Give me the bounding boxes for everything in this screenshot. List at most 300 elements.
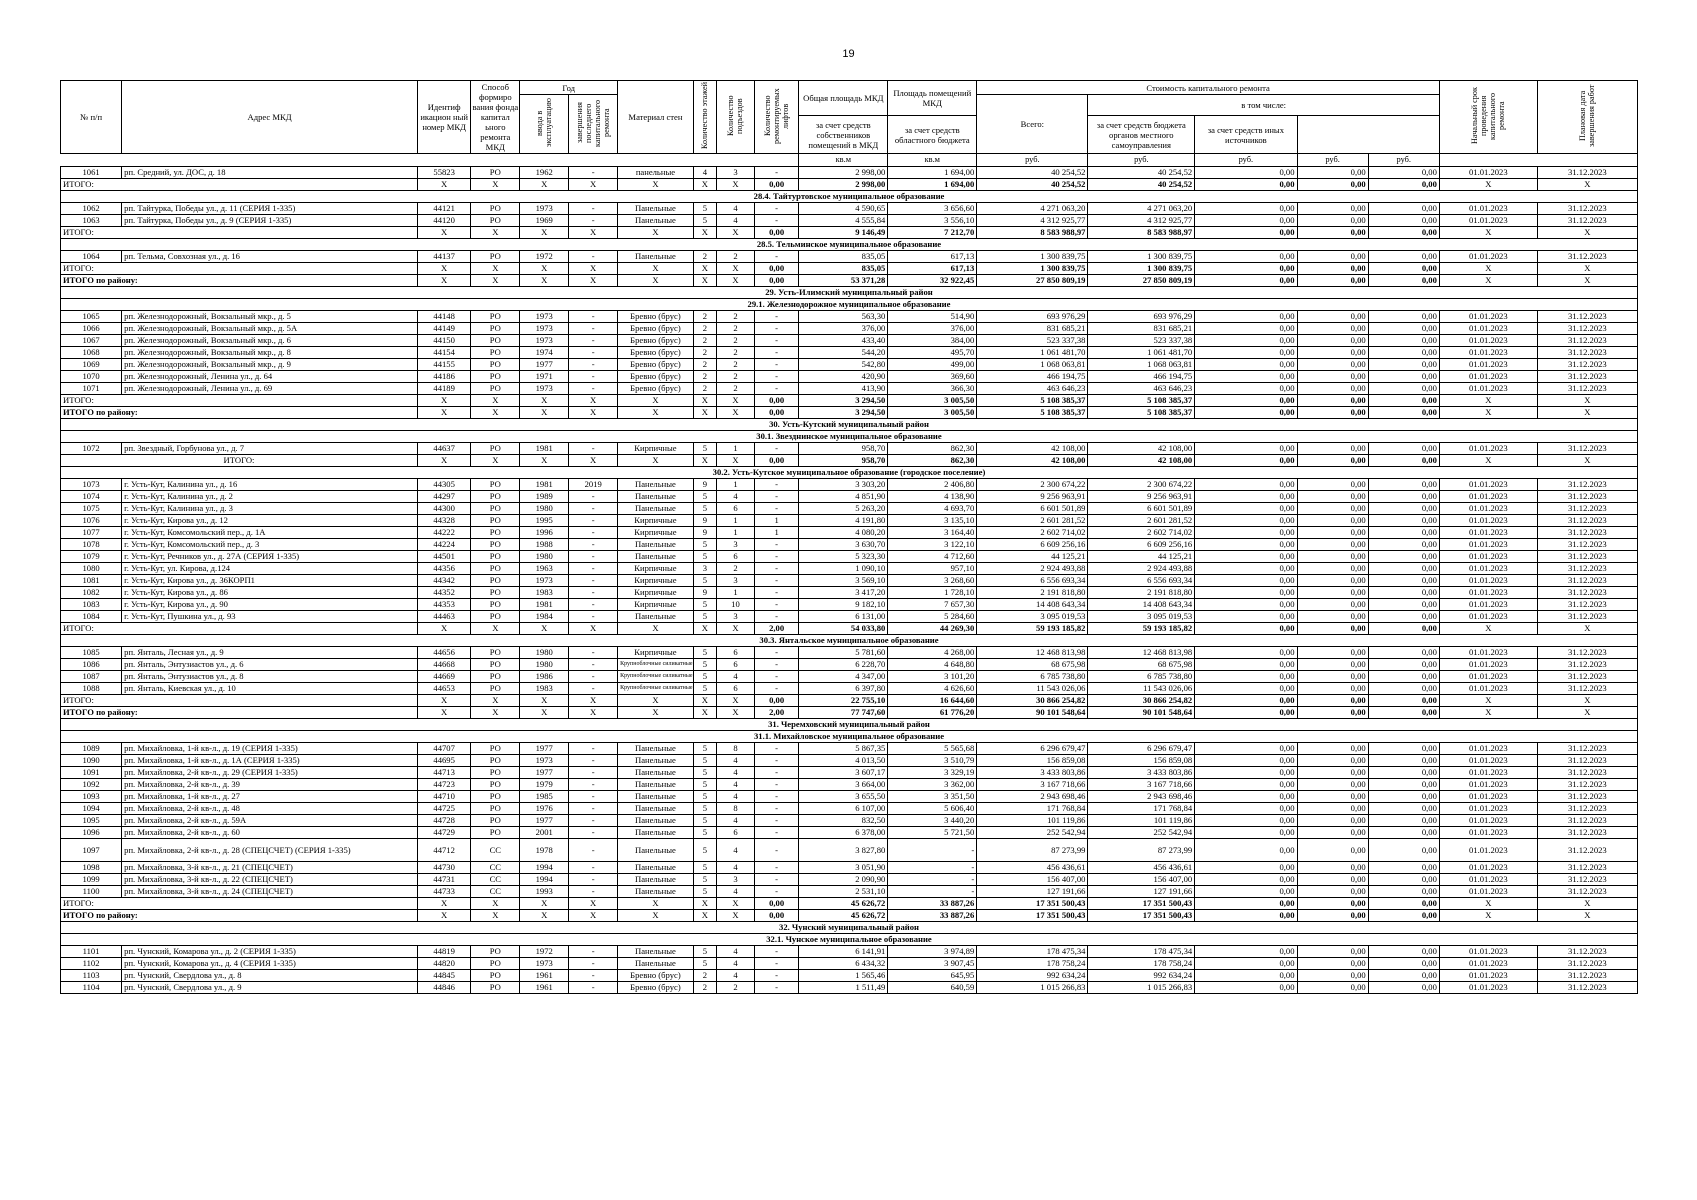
total-year-last-repair: X bbox=[569, 707, 618, 719]
cell-regional-budget: 0,00 bbox=[1195, 779, 1297, 791]
cell-start-date: 01.01.2023 bbox=[1439, 371, 1537, 383]
cell-other-sources: 0,00 bbox=[1368, 503, 1439, 515]
table-row bbox=[61, 503, 1638, 515]
total-local-budget: 0,00 bbox=[1297, 395, 1368, 407]
total-fund-method: X bbox=[471, 623, 520, 635]
cell-wall-material: Панельные bbox=[618, 862, 694, 874]
cell-year-commissioning: 1977 bbox=[520, 767, 569, 779]
total-start-date: X bbox=[1439, 695, 1537, 707]
cell-row-number: 1083 bbox=[61, 599, 122, 611]
cell-entrances: 6 bbox=[717, 683, 755, 695]
total-row bbox=[61, 623, 1638, 635]
cell-fund-method: РО bbox=[471, 958, 520, 970]
cell-year-last-repair: - bbox=[569, 671, 618, 683]
cell-regional-budget: 0,00 bbox=[1195, 515, 1297, 527]
cell-year-commissioning: 1986 bbox=[520, 671, 569, 683]
cell-year-commissioning: 1983 bbox=[520, 683, 569, 695]
cell-cost-total: 171 768,84 bbox=[977, 803, 1088, 815]
cell-end-date: 31.12.2023 bbox=[1537, 886, 1637, 898]
cell-wall-material: Панельные bbox=[618, 479, 694, 491]
total-floors: X bbox=[693, 275, 716, 287]
total-wall-material: X bbox=[618, 275, 694, 287]
total-wall-material: X bbox=[618, 179, 694, 191]
cell-cost-total: 68 675,98 bbox=[977, 659, 1088, 671]
cell-other-sources: 0,00 bbox=[1368, 575, 1439, 587]
cell-year-commissioning: 1993 bbox=[520, 886, 569, 898]
cell-fund-method: РО bbox=[471, 215, 520, 227]
cell-year-commissioning: 1995 bbox=[520, 515, 569, 527]
cell-fund-method: РО bbox=[471, 647, 520, 659]
cell-year-commissioning: 1984 bbox=[520, 611, 569, 623]
cell-end-date: 31.12.2023 bbox=[1537, 767, 1637, 779]
cell-year-last-repair: - bbox=[569, 203, 618, 215]
cell-total-area: 832,50 bbox=[799, 815, 888, 827]
units-row bbox=[61, 154, 1638, 167]
table-row bbox=[61, 167, 1638, 179]
cell-total-area: 4 347,00 bbox=[799, 671, 888, 683]
total-premises-area: 7 212,70 bbox=[888, 227, 977, 239]
cell-owners-funds: 40 254,52 bbox=[1088, 167, 1195, 179]
cell-wall-material: Панельные bbox=[618, 767, 694, 779]
cell-house-id: 55823 bbox=[417, 167, 470, 179]
cell-year-last-repair: - bbox=[569, 791, 618, 803]
cell-floors: 3 bbox=[693, 563, 716, 575]
cell-lifts: - bbox=[754, 647, 798, 659]
cell-owners-funds: 171 768,84 bbox=[1088, 803, 1195, 815]
total-row bbox=[61, 263, 1638, 275]
cell-owners-funds: 44 125,21 bbox=[1088, 551, 1195, 563]
total-local-budget: 0,00 bbox=[1297, 898, 1368, 910]
total-start-date: X bbox=[1439, 227, 1537, 239]
cell-start-date: 01.01.2023 bbox=[1439, 970, 1537, 982]
cell-fund-method: РО bbox=[471, 803, 520, 815]
cell-row-number: 1101 bbox=[61, 946, 122, 958]
total-year-commissioning: X bbox=[520, 179, 569, 191]
cell-row-number: 1104 bbox=[61, 982, 122, 994]
cell-year-last-repair: 2019 bbox=[569, 479, 618, 491]
cell-house-id: 44731 bbox=[417, 874, 470, 886]
cell-other-sources: 0,00 bbox=[1368, 599, 1439, 611]
cell-lifts: - bbox=[754, 611, 798, 623]
cell-year-last-repair: - bbox=[569, 874, 618, 886]
cell-year-commissioning: 1988 bbox=[520, 539, 569, 551]
total-local-budget: 0,00 bbox=[1297, 910, 1368, 922]
cell-other-sources: 0,00 bbox=[1368, 958, 1439, 970]
cell-entrances: 10 bbox=[717, 599, 755, 611]
total-entrances: X bbox=[717, 395, 755, 407]
cell-address: рп. Янталь, Энтузиастов ул., д. 6 bbox=[122, 659, 418, 671]
total-label: ИТОГО по району: bbox=[61, 407, 418, 419]
total-entrances: X bbox=[717, 179, 755, 191]
total-start-date: X bbox=[1439, 263, 1537, 275]
cell-floors: 2 bbox=[693, 970, 716, 982]
cell-end-date: 31.12.2023 bbox=[1537, 491, 1637, 503]
cell-total-area: 5 867,35 bbox=[799, 743, 888, 755]
total-owners-funds: 40 254,52 bbox=[1088, 179, 1195, 191]
cell-floors: 5 bbox=[693, 886, 716, 898]
district-total-row bbox=[61, 407, 1638, 419]
total-cost-total: 42 108,00 bbox=[977, 455, 1088, 467]
total-year-commissioning: X bbox=[520, 623, 569, 635]
total-regional-budget: 0,00 bbox=[1195, 910, 1297, 922]
cell-start-date: 01.01.2023 bbox=[1439, 874, 1537, 886]
cell-owners-funds: 6 601 501,89 bbox=[1088, 503, 1195, 515]
total-house-id: X bbox=[417, 179, 470, 191]
cell-cost-total: 4 271 063,20 bbox=[977, 203, 1088, 215]
total-wall-material: X bbox=[618, 623, 694, 635]
cell-year-commissioning: 1974 bbox=[520, 347, 569, 359]
cell-regional-budget: 0,00 bbox=[1195, 323, 1297, 335]
cell-wall-material: Панельные bbox=[618, 215, 694, 227]
total-label: ИТОГО: bbox=[61, 179, 418, 191]
total-owners-funds: 27 850 809,19 bbox=[1088, 275, 1195, 287]
cell-regional-budget: 0,00 bbox=[1195, 479, 1297, 491]
total-total-area: 958,70 bbox=[799, 455, 888, 467]
cell-wall-material: Панельные bbox=[618, 539, 694, 551]
cell-year-commissioning: 1973 bbox=[520, 335, 569, 347]
cell-premises-area: 4 693,70 bbox=[888, 503, 977, 515]
cell-year-commissioning: 1985 bbox=[520, 791, 569, 803]
cell-wall-material: Панельные bbox=[618, 551, 694, 563]
cell-year-commissioning: 1973 bbox=[520, 958, 569, 970]
cell-cost-total: 1 061 481,70 bbox=[977, 347, 1088, 359]
cell-floors: 5 bbox=[693, 958, 716, 970]
cell-row-number: 1091 bbox=[61, 767, 122, 779]
total-lifts: 0,00 bbox=[754, 407, 798, 419]
section-header-row bbox=[61, 287, 1638, 299]
cell-row-number: 1084 bbox=[61, 611, 122, 623]
cell-start-date: 01.01.2023 bbox=[1439, 647, 1537, 659]
total-year-commissioning: X bbox=[520, 455, 569, 467]
cell-total-area: 376,00 bbox=[799, 323, 888, 335]
cell-wall-material: Панельные bbox=[618, 203, 694, 215]
table-row bbox=[61, 791, 1638, 803]
total-lifts: 2,00 bbox=[754, 707, 798, 719]
cell-address: г. Усть-Кут, Кирова ул., д. 86 bbox=[122, 587, 418, 599]
cell-fund-method: СС bbox=[471, 862, 520, 874]
cell-wall-material: Крупноблочные силикатные bbox=[618, 683, 694, 695]
cell-wall-material: Панельные bbox=[618, 491, 694, 503]
cell-lifts: - bbox=[754, 479, 798, 491]
col-including: в том числе: bbox=[1088, 95, 1439, 116]
cell-regional-budget: 0,00 bbox=[1195, 563, 1297, 575]
total-owners-funds: 1 300 839,75 bbox=[1088, 263, 1195, 275]
section-title: 29. Усть-Илимский муниципальный район bbox=[61, 287, 1638, 299]
total-owners-funds: 90 101 548,64 bbox=[1088, 707, 1195, 719]
cell-regional-budget: 0,00 bbox=[1195, 359, 1297, 371]
cell-other-sources: 0,00 bbox=[1368, 743, 1439, 755]
cell-premises-area: 1 694,00 bbox=[888, 167, 977, 179]
cell-house-id: 44356 bbox=[417, 563, 470, 575]
table-row bbox=[61, 563, 1638, 575]
cell-regional-budget: 0,00 bbox=[1195, 311, 1297, 323]
total-house-id: X bbox=[417, 707, 470, 719]
cell-floors: 5 bbox=[693, 827, 716, 839]
cell-local-budget: 0,00 bbox=[1297, 527, 1368, 539]
cell-total-area: 4 080,20 bbox=[799, 527, 888, 539]
cell-house-id: 44501 bbox=[417, 551, 470, 563]
cell-owners-funds: 523 337,38 bbox=[1088, 335, 1195, 347]
cell-house-id: 44121 bbox=[417, 203, 470, 215]
cell-year-last-repair: - bbox=[569, 779, 618, 791]
cell-total-area: 6 434,32 bbox=[799, 958, 888, 970]
page-number: 19 bbox=[842, 48, 855, 60]
cell-year-commissioning: 1969 bbox=[520, 215, 569, 227]
cell-year-commissioning: 1980 bbox=[520, 659, 569, 671]
cell-other-sources: 0,00 bbox=[1368, 767, 1439, 779]
cell-row-number: 1061 bbox=[61, 167, 122, 179]
cell-start-date: 01.01.2023 bbox=[1439, 791, 1537, 803]
cell-row-number: 1075 bbox=[61, 503, 122, 515]
cell-regional-budget: 0,00 bbox=[1195, 551, 1297, 563]
cell-cost-total: 40 254,52 bbox=[977, 167, 1088, 179]
cell-house-id: 44149 bbox=[417, 323, 470, 335]
cell-total-area: 4 013,50 bbox=[799, 755, 888, 767]
cell-wall-material: Панельные bbox=[618, 886, 694, 898]
cell-house-id: 44695 bbox=[417, 755, 470, 767]
total-premises-area: 1 694,00 bbox=[888, 179, 977, 191]
cell-regional-budget: 0,00 bbox=[1195, 839, 1297, 862]
cell-total-area: 835,05 bbox=[799, 251, 888, 263]
cell-other-sources: 0,00 bbox=[1368, 647, 1439, 659]
total-other-sources: 0,00 bbox=[1368, 263, 1439, 275]
cell-owners-funds: 6 785 738,80 bbox=[1088, 671, 1195, 683]
cell-entrances: 3 bbox=[717, 539, 755, 551]
cell-house-id: 44463 bbox=[417, 611, 470, 623]
cell-cost-total: 156 407,00 bbox=[977, 874, 1088, 886]
unit-rub-local: руб. bbox=[1297, 154, 1368, 167]
cell-cost-total: 12 468 813,98 bbox=[977, 647, 1088, 659]
cell-end-date: 31.12.2023 bbox=[1537, 970, 1637, 982]
cell-end-date: 31.12.2023 bbox=[1537, 215, 1637, 227]
cell-row-number: 1071 bbox=[61, 383, 122, 395]
cell-year-commissioning: 1961 bbox=[520, 982, 569, 994]
cell-floors: 2 bbox=[693, 347, 716, 359]
total-entrances: X bbox=[717, 707, 755, 719]
cell-local-budget: 0,00 bbox=[1297, 839, 1368, 862]
cell-entrances: 2 bbox=[717, 383, 755, 395]
total-total-area: 77 747,60 bbox=[799, 707, 888, 719]
cell-fund-method: РО bbox=[471, 251, 520, 263]
cell-start-date: 01.01.2023 bbox=[1439, 659, 1537, 671]
cell-owners-funds: 14 408 643,34 bbox=[1088, 599, 1195, 611]
cell-row-number: 1067 bbox=[61, 335, 122, 347]
total-wall-material: X bbox=[618, 910, 694, 922]
cell-start-date: 01.01.2023 bbox=[1439, 203, 1537, 215]
cell-start-date: 01.01.2023 bbox=[1439, 982, 1537, 994]
cell-end-date: 31.12.2023 bbox=[1537, 803, 1637, 815]
table-row bbox=[61, 803, 1638, 815]
cell-owners-funds: 1 061 481,70 bbox=[1088, 347, 1195, 359]
total-wall-material: X bbox=[618, 455, 694, 467]
cell-row-number: 1086 bbox=[61, 659, 122, 671]
cell-year-commissioning: 1981 bbox=[520, 443, 569, 455]
total-entrances: X bbox=[717, 263, 755, 275]
cell-end-date: 31.12.2023 bbox=[1537, 563, 1637, 575]
district-total-row bbox=[61, 275, 1638, 287]
cell-owners-funds: 466 194,75 bbox=[1088, 371, 1195, 383]
district-total-row bbox=[61, 707, 1638, 719]
total-end-date: X bbox=[1537, 227, 1637, 239]
cell-lifts: - bbox=[754, 970, 798, 982]
cell-floors: 9 bbox=[693, 479, 716, 491]
section-title: 32.1. Чунское муниципальное образование bbox=[61, 934, 1638, 946]
cell-row-number: 1097 bbox=[61, 839, 122, 862]
cell-lifts: - bbox=[754, 563, 798, 575]
cell-floors: 5 bbox=[693, 551, 716, 563]
cell-owners-funds: 693 976,29 bbox=[1088, 311, 1195, 323]
col-id: Идентиф икацион ный номер МКД bbox=[417, 81, 470, 154]
cell-entrances: 2 bbox=[717, 347, 755, 359]
cell-cost-total: 252 542,94 bbox=[977, 827, 1088, 839]
col-year-last-repair: завершения последнего капитального ремонта bbox=[569, 95, 618, 154]
cell-lifts: - bbox=[754, 251, 798, 263]
total-owners-funds: 5 108 385,37 bbox=[1088, 395, 1195, 407]
cell-entrances: 2 bbox=[717, 335, 755, 347]
cell-regional-budget: 0,00 bbox=[1195, 347, 1297, 359]
cell-fund-method: РО bbox=[471, 779, 520, 791]
cell-address: рп. Железнодорожный, Вокзальный мкр., д. 5 bbox=[122, 311, 418, 323]
cell-floors: 5 bbox=[693, 779, 716, 791]
cell-wall-material: Кирпичные bbox=[618, 527, 694, 539]
cell-other-sources: 0,00 bbox=[1368, 611, 1439, 623]
total-row bbox=[61, 179, 1638, 191]
cell-year-last-repair: - bbox=[569, 527, 618, 539]
cell-house-id: 44155 bbox=[417, 359, 470, 371]
total-end-date: X bbox=[1537, 695, 1637, 707]
cell-fund-method: РО bbox=[471, 479, 520, 491]
cell-house-id: 44154 bbox=[417, 347, 470, 359]
total-label: ИТОГО: bbox=[61, 898, 418, 910]
table-row bbox=[61, 970, 1638, 982]
total-other-sources: 0,00 bbox=[1368, 695, 1439, 707]
cell-entrances: 4 bbox=[717, 767, 755, 779]
cell-local-budget: 0,00 bbox=[1297, 647, 1368, 659]
total-wall-material: X bbox=[618, 263, 694, 275]
cell-entrances: 6 bbox=[717, 827, 755, 839]
cell-wall-material: Бревно (брус) bbox=[618, 311, 694, 323]
total-fund-method: X bbox=[471, 275, 520, 287]
total-total-area: 3 294,50 bbox=[799, 395, 888, 407]
cell-year-last-repair: - bbox=[569, 443, 618, 455]
table-row bbox=[61, 815, 1638, 827]
cell-premises-area: 5 606,40 bbox=[888, 803, 977, 815]
table-row bbox=[61, 251, 1638, 263]
cell-regional-budget: 0,00 bbox=[1195, 803, 1297, 815]
cell-fund-method: РО bbox=[471, 659, 520, 671]
cell-entrances: 1 bbox=[717, 479, 755, 491]
cell-row-number: 1099 bbox=[61, 874, 122, 886]
total-regional-budget: 0,00 bbox=[1195, 623, 1297, 635]
total-regional-budget: 0,00 bbox=[1195, 407, 1297, 419]
cell-local-budget: 0,00 bbox=[1297, 563, 1368, 575]
cell-wall-material: Панельные bbox=[618, 827, 694, 839]
cell-entrances: 8 bbox=[717, 743, 755, 755]
cell-floors: 2 bbox=[693, 311, 716, 323]
cell-cost-total: 2 924 493,88 bbox=[977, 563, 1088, 575]
cell-year-last-repair: - bbox=[569, 982, 618, 994]
total-premises-area: 862,30 bbox=[888, 455, 977, 467]
cell-premises-area: 4 138,90 bbox=[888, 491, 977, 503]
cell-address: рп. Чунский, Свердлова ул., д. 8 bbox=[122, 970, 418, 982]
total-start-date: X bbox=[1439, 910, 1537, 922]
cell-end-date: 31.12.2023 bbox=[1537, 575, 1637, 587]
cell-house-id: 44730 bbox=[417, 862, 470, 874]
cell-local-budget: 0,00 bbox=[1297, 575, 1368, 587]
cell-regional-budget: 0,00 bbox=[1195, 862, 1297, 874]
cell-owners-funds: 4 312 925,77 bbox=[1088, 215, 1195, 227]
cell-owners-funds: 3 095 019,53 bbox=[1088, 611, 1195, 623]
cell-wall-material: Бревно (брус) bbox=[618, 335, 694, 347]
cell-entrances: 4 bbox=[717, 203, 755, 215]
total-floors: X bbox=[693, 707, 716, 719]
cell-floors: 2 bbox=[693, 251, 716, 263]
cell-start-date: 01.01.2023 bbox=[1439, 215, 1537, 227]
total-lifts: 0,00 bbox=[754, 263, 798, 275]
total-wall-material: X bbox=[618, 898, 694, 910]
total-regional-budget: 0,00 bbox=[1195, 695, 1297, 707]
cell-local-budget: 0,00 bbox=[1297, 862, 1368, 874]
cell-cost-total: 3 095 019,53 bbox=[977, 611, 1088, 623]
cell-house-id: 44656 bbox=[417, 647, 470, 659]
cell-local-budget: 0,00 bbox=[1297, 611, 1368, 623]
cell-year-last-repair: - bbox=[569, 491, 618, 503]
cell-fund-method: СС bbox=[471, 839, 520, 862]
total-year-commissioning: X bbox=[520, 407, 569, 419]
total-local-budget: 0,00 bbox=[1297, 455, 1368, 467]
cell-lifts: - bbox=[754, 958, 798, 970]
cell-year-last-repair: - bbox=[569, 659, 618, 671]
cell-fund-method: РО bbox=[471, 767, 520, 779]
cell-year-last-repair: - bbox=[569, 647, 618, 659]
cell-owners-funds: 3 167 718,66 bbox=[1088, 779, 1195, 791]
cell-owners-funds: 2 602 714,02 bbox=[1088, 527, 1195, 539]
col-entrances: Количество подъездов bbox=[717, 81, 755, 154]
col-address: Адрес МКД bbox=[122, 81, 418, 154]
cell-end-date: 31.12.2023 bbox=[1537, 599, 1637, 611]
col-total-area: Общая площадь МКД bbox=[799, 81, 888, 116]
total-local-budget: 0,00 bbox=[1297, 275, 1368, 287]
total-cost-total: 30 866 254,82 bbox=[977, 695, 1088, 707]
cell-floors: 5 bbox=[693, 815, 716, 827]
cell-house-id: 44733 bbox=[417, 886, 470, 898]
table-row bbox=[61, 671, 1638, 683]
section-header-row bbox=[61, 731, 1638, 743]
cell-start-date: 01.01.2023 bbox=[1439, 359, 1537, 371]
table-row bbox=[61, 779, 1638, 791]
total-cost-total: 59 193 185,82 bbox=[977, 623, 1088, 635]
cell-regional-budget: 0,00 bbox=[1195, 671, 1297, 683]
cell-year-last-repair: - bbox=[569, 539, 618, 551]
cell-wall-material: Панельные bbox=[618, 874, 694, 886]
total-label: ИТОГО по району: bbox=[61, 910, 418, 922]
cell-year-last-repair: - bbox=[569, 515, 618, 527]
total-wall-material: X bbox=[618, 695, 694, 707]
cell-local-budget: 0,00 bbox=[1297, 803, 1368, 815]
section-header-row bbox=[61, 419, 1638, 431]
cell-year-last-repair: - bbox=[569, 970, 618, 982]
cell-other-sources: 0,00 bbox=[1368, 563, 1439, 575]
cell-year-last-repair: - bbox=[569, 803, 618, 815]
cell-end-date: 31.12.2023 bbox=[1537, 167, 1637, 179]
cell-local-budget: 0,00 bbox=[1297, 755, 1368, 767]
total-other-sources: 0,00 bbox=[1368, 910, 1439, 922]
total-house-id: X bbox=[417, 263, 470, 275]
cell-owners-funds: 42 108,00 bbox=[1088, 443, 1195, 455]
cell-owners-funds: 156 407,00 bbox=[1088, 874, 1195, 886]
cell-row-number: 1074 bbox=[61, 491, 122, 503]
cell-start-date: 01.01.2023 bbox=[1439, 443, 1537, 455]
